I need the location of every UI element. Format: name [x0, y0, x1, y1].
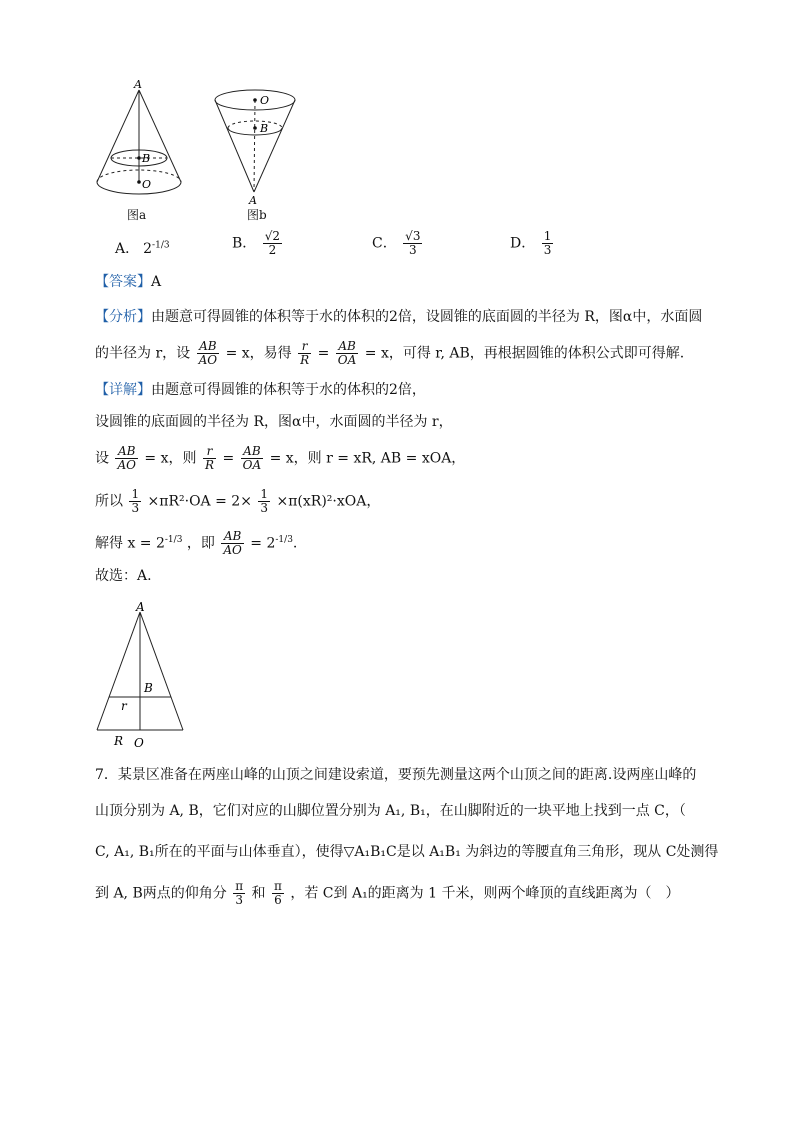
detail-line-6: 故选：A. — [95, 568, 152, 584]
option-d[interactable]: D． $\frac{1}{3}$ — [510, 229, 552, 257]
figure-a-caption: 图a — [127, 208, 147, 222]
q7-line-4: 到 A, B两点的仰角分 $\frac{\pi}{3}$ 和 $\frac{\pi}{6}$ ，若 C到 A₁的距离为 1 千米，则两个峰顶的直线距离为（ ） — [95, 879, 680, 907]
answer-line: 【答案】A — [95, 274, 162, 290]
detail-line-4: 所以 $\frac{1}{3}$ ×πR²·OA = 2× $\frac{1}{3}$ ×π(xR)²·xOA， — [95, 487, 381, 515]
detail-line-1: 【详解】由题意可得圆锥的体积等于水的体积的2倍， — [95, 382, 426, 398]
label-R: R — [114, 734, 124, 748]
label-r: r — [121, 699, 127, 713]
detail-line-2: 设圆锥的底面圆的半径为 R，图α中，水面圆的半径为 r， — [95, 414, 453, 430]
figure-b-caption: 图b — [247, 208, 267, 222]
figure-cross-section — [90, 600, 200, 752]
label-o-b: O — [260, 94, 270, 107]
option-c[interactable]: C． $\frac{√3}{3}$ — [372, 229, 421, 257]
detail-line-5: 解得 $x = 2^{-1/3}$ ，即 $\frac{AB}{AO}$ = $2^{-1/3}$. — [95, 529, 298, 558]
analysis-line-1: 【分析】由题意可得圆锥的体积等于水的体积的2倍，设圆锥的底面圆的半径为 R，图α中，水面圆 — [95, 309, 703, 325]
label-a: A — [134, 78, 142, 91]
label-b: B — [142, 152, 151, 165]
label-a-c: A — [136, 600, 145, 614]
label-o: O — [142, 178, 152, 191]
analysis-line-2: 的半径为 r，设 $\frac{AB}{AO}$ = x，易得 $\frac{r}{R}$ = $\frac{AB}{OA}$ = x，可得 r, AB，再根据圆锥的体积公式即可得解. — [95, 339, 685, 367]
q7-line-1: 7．某景区准备在两座山峰的山顶之间建设索道，要预先测量这两个山顶之间的距离.设两座山峰的 — [95, 767, 697, 783]
option-b[interactable]: B． $\frac{√2}{2}$ — [232, 229, 281, 257]
detail-line-3: 设 $\frac{AB}{AO}$ = x，则 $\frac{r}{R}$ = $\frac{AB}{OA}$ = x，则 r = xR, AB = xOA， — [95, 444, 466, 472]
label-a-b: A — [249, 194, 257, 207]
option-a[interactable]: A． $2^{-1/3}$ — [115, 240, 170, 257]
label-b-c: B — [144, 681, 153, 695]
figure-b-cone — [208, 84, 303, 209]
label-b-b: B — [260, 122, 269, 135]
q7-line-2: 山顶分别为 A, B，它们对应的山脚位置分别为 A₁, B₁，在山脚附近的一块平地上找到一点 C，（ — [95, 803, 686, 819]
label-o-c: O — [134, 736, 144, 750]
q7-line-3: C, A₁, B₁所在的平面与山体垂直），使得▽A₁B₁C是以 A₁B₁ 为斜边的等腰直角三角形，现从 C处测得 — [95, 844, 719, 860]
